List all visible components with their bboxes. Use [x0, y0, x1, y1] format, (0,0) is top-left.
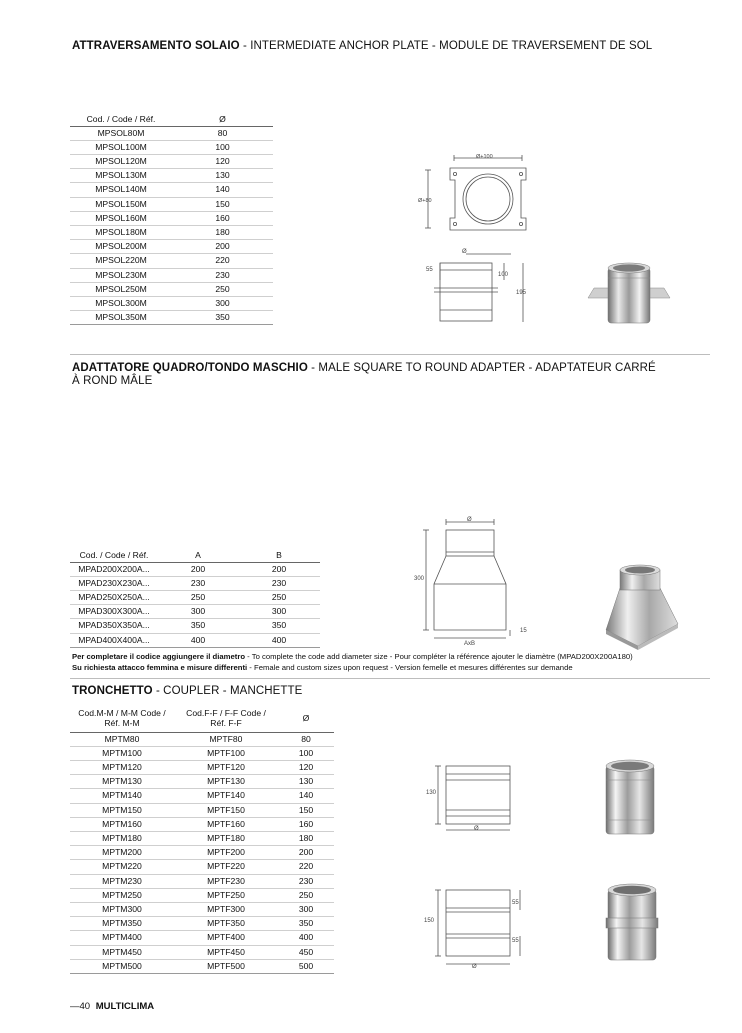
adapter-dia-label: Ø — [467, 517, 472, 523]
col-diameter-header: Ø — [278, 704, 334, 732]
coupler-mm-height-label: 130 — [426, 790, 437, 796]
table-cell: MPTF400 — [174, 931, 278, 945]
table-cell: 100 — [172, 140, 273, 154]
table-cell: 140 — [278, 789, 334, 803]
table-row — [70, 169, 273, 183]
table-cell: MPSOL220M — [70, 254, 172, 268]
page-number: —40 — [70, 1001, 91, 1012]
table-cell: MPTF180 — [174, 831, 278, 845]
anchor-plate-drawing — [418, 150, 538, 328]
table-cell: MPTF250 — [174, 888, 278, 902]
table-cell: MPSOL200M — [70, 240, 172, 254]
table-row — [70, 605, 320, 619]
table-cell: MPTM230 — [70, 874, 174, 888]
table-cell: MPTM250 — [70, 888, 174, 902]
table-cell: 200 — [238, 562, 320, 576]
footer — [70, 1001, 154, 1012]
section2-title-bold: ADATTATORE QUADRO/TONDO MASCHIO — [72, 362, 308, 374]
table-cell: MPSOL180M — [70, 225, 172, 239]
col-ff-header-line2: Réf. F-F — [210, 717, 242, 728]
table-row — [70, 817, 334, 831]
adapter-photo — [594, 560, 684, 652]
table-row — [70, 917, 334, 931]
table-row — [70, 760, 334, 774]
table-cell: 400 — [278, 931, 334, 945]
col-a-header: A — [158, 548, 238, 562]
table-cell: MPSOL80M — [70, 126, 172, 140]
table-row — [70, 282, 273, 296]
table-cell: 150 — [278, 803, 334, 817]
table-cell: MPAD350X350A... — [70, 619, 158, 633]
table-cell: MPTF230 — [174, 874, 278, 888]
table-cell: MPTM80 — [70, 732, 174, 746]
table-row — [70, 268, 273, 282]
adapter-height-label: 300 — [414, 576, 425, 582]
h100-label: 100 — [498, 272, 509, 278]
table-cell: MPSOL120M — [70, 154, 172, 168]
h195-label: 195 — [516, 290, 527, 296]
table-cell: 230 — [238, 576, 320, 590]
table-cell: MPTM400 — [70, 931, 174, 945]
table-cell: 400 — [238, 633, 320, 647]
table-cell: 130 — [278, 775, 334, 789]
table-row — [70, 959, 334, 973]
table-cell: 120 — [278, 760, 334, 774]
table-cell: MPAD230X230A... — [70, 576, 158, 590]
table-cell: MPTM130 — [70, 775, 174, 789]
table-row — [70, 775, 334, 789]
table-cell: MPAD200X200A... — [70, 562, 158, 576]
coupler-mm-drawing — [424, 752, 524, 836]
table-row — [70, 931, 334, 945]
table-cell: 160 — [278, 817, 334, 831]
table-row — [70, 576, 320, 590]
note1-bold: Per completare il codice aggiungere il diametro — [72, 652, 246, 661]
table-cell: MPAD250X250A... — [70, 590, 158, 604]
table-cell: MPSOL100M — [70, 140, 172, 154]
table-cell: MPTM160 — [70, 817, 174, 831]
table-cell: 250 — [278, 888, 334, 902]
table-cell: 140 — [172, 183, 273, 197]
adapter-drawing — [410, 512, 530, 648]
table-cell: MPTF80 — [174, 732, 278, 746]
table-row — [70, 902, 334, 916]
table-cell: MPSOL300M — [70, 296, 172, 310]
table-cell: MPTM180 — [70, 831, 174, 845]
coupler-ff-height-label: 150 — [424, 918, 435, 924]
table-cell: 450 — [278, 945, 334, 959]
table-cell: MPTM220 — [70, 860, 174, 874]
table-cell: MPSOL150M — [70, 197, 172, 211]
table-cell: MPAD300X300A... — [70, 605, 158, 619]
table-cell: MPSOL350M — [70, 311, 172, 325]
col-diameter-header: Ø — [172, 112, 273, 126]
table-cell: MPTF200 — [174, 846, 278, 860]
table-row — [70, 197, 273, 211]
table-cell: 220 — [278, 860, 334, 874]
section2-note — [72, 652, 742, 673]
col-ff-header — [174, 704, 278, 732]
table-row — [70, 789, 334, 803]
table-cell: 230 — [172, 268, 273, 282]
table-row — [70, 831, 334, 845]
plate-height-label: Ø+80 — [418, 198, 432, 204]
section1-title-rest: - INTERMEDIATE ANCHOR PLATE - MODULE DE TRAVERSEMENT DE SOL — [239, 40, 653, 52]
table-cell: MPTM150 — [70, 803, 174, 817]
table-cell: 230 — [158, 576, 238, 590]
table-row — [70, 619, 320, 633]
section3-title-rest: - COUPLER - MANCHETTE — [152, 685, 303, 697]
table-cell: 400 — [158, 633, 238, 647]
table-cell: MPTF100 — [174, 746, 278, 760]
table-cell: MPTF120 — [174, 760, 278, 774]
table-cell: MPTF220 — [174, 860, 278, 874]
table-row — [70, 183, 273, 197]
table-cell: 250 — [172, 282, 273, 296]
divider — [70, 354, 710, 355]
note1-rest: - To complete the code add diameter size - Pour compléter la référence ajouter le diamètre (MPAD200X200A180) — [245, 652, 633, 661]
section1-title — [72, 40, 652, 52]
col-mm-header-line2: Réf. M-M — [104, 717, 140, 728]
table-cell: 220 — [172, 254, 273, 268]
table-cell: 200 — [172, 240, 273, 254]
coupler-ff-top-label: 55 — [512, 900, 519, 906]
section2-title — [72, 362, 672, 388]
table-cell: MPAD400X400A... — [70, 633, 158, 647]
adapter-base-label: AxB — [464, 641, 476, 647]
brand-name: MULTICLIMA — [95, 1001, 155, 1012]
table-cell: 100 — [278, 746, 334, 760]
coupler-ff-photo — [600, 880, 664, 966]
col-code-header: Cod. / Code / Réf. — [70, 548, 158, 562]
coupler-mm-photo — [600, 756, 660, 840]
table-row — [70, 240, 273, 254]
table-cell: 350 — [238, 619, 320, 633]
table-cell: 80 — [278, 732, 334, 746]
note2-bold: Su richiesta attacco femmina e misure differenti — [72, 662, 248, 672]
table-cell: 200 — [158, 562, 238, 576]
section2-title-rest: - MALE SQUARE TO ROUND ADAPTER - ADAPTATEUR CARRÉ — [307, 362, 656, 374]
table-cell: 300 — [172, 296, 273, 310]
table-row — [70, 254, 273, 268]
section2-title-line2: À ROND MÂLE — [72, 375, 153, 387]
table-cell: 230 — [278, 874, 334, 888]
table-cell: 350 — [172, 311, 273, 325]
table-cell: MPSOL140M — [70, 183, 172, 197]
table-cell: MPTM500 — [70, 959, 174, 973]
table-cell: MPTM300 — [70, 902, 174, 916]
coupler-ff-dia-label: Ø — [472, 964, 477, 970]
table-cell: MPTM100 — [70, 746, 174, 760]
table-cell: MPTF150 — [174, 803, 278, 817]
table-cell: 350 — [158, 619, 238, 633]
table-row — [70, 126, 273, 140]
coupler-ff-drawing — [424, 884, 534, 972]
section2-table — [70, 548, 320, 648]
table-row — [70, 311, 273, 325]
section3-title — [72, 685, 302, 697]
table-cell: MPTF450 — [174, 945, 278, 959]
table-cell: 150 — [172, 197, 273, 211]
table-row — [70, 803, 334, 817]
section3-table — [70, 704, 334, 974]
table-cell: MPTM350 — [70, 917, 174, 931]
table-row — [70, 732, 334, 746]
plate-width-label: Ø+100 — [476, 154, 493, 160]
table-row — [70, 225, 273, 239]
adapter-lip-label: 15 — [520, 628, 527, 634]
col-mm-header — [70, 704, 174, 732]
table-row — [70, 888, 334, 902]
table-cell: 500 — [278, 959, 334, 973]
table-row — [70, 633, 320, 647]
table-row — [70, 846, 334, 860]
col-b-header: B — [238, 548, 320, 562]
section1-table — [70, 112, 273, 325]
coupler-mm-dia-label: Ø — [474, 826, 479, 832]
table-cell: MPTF500 — [174, 959, 278, 973]
table-row — [70, 945, 334, 959]
table-row — [70, 140, 273, 154]
table-cell: 250 — [238, 590, 320, 604]
table-row — [70, 296, 273, 310]
table-cell: MPTF130 — [174, 775, 278, 789]
table-cell: 300 — [158, 605, 238, 619]
section1-title-bold: ATTRAVERSAMENTO SOLAIO — [72, 40, 240, 52]
table-cell: 300 — [238, 605, 320, 619]
table-row — [70, 860, 334, 874]
table-cell: 200 — [278, 846, 334, 860]
table-cell: MPSOL160M — [70, 211, 172, 225]
table-cell: MPTF160 — [174, 817, 278, 831]
section3-title-bold: TRONCHETTO — [72, 685, 153, 697]
table-cell: 160 — [172, 211, 273, 225]
note2-rest: - Female and custom sizes upon request - Version femelle et mesures différentes sur demande — [247, 662, 573, 672]
anchor-plate-photo — [584, 258, 674, 338]
table-row — [70, 746, 334, 760]
col-mm-header-line1: Cod.M-M / M-M Code / — [78, 707, 166, 718]
divider — [70, 678, 710, 679]
table-cell: 130 — [172, 169, 273, 183]
table-cell: MPSOL250M — [70, 282, 172, 296]
table-row — [70, 874, 334, 888]
table-cell: 300 — [278, 902, 334, 916]
table-cell: MPTF350 — [174, 917, 278, 931]
h55-label: 55 — [426, 267, 433, 273]
table-cell: 180 — [172, 225, 273, 239]
table-row — [70, 154, 273, 168]
coupler-ff-bottom-label: 55 — [512, 938, 519, 944]
table-cell: MPTM200 — [70, 846, 174, 860]
table-row — [70, 562, 320, 576]
top-dia-label: Ø — [462, 249, 467, 255]
table-row — [70, 590, 320, 604]
table-cell: MPTM120 — [70, 760, 174, 774]
table-cell: 120 — [172, 154, 273, 168]
table-cell: 80 — [172, 126, 273, 140]
table-cell: 180 — [278, 831, 334, 845]
table-row — [70, 211, 273, 225]
col-code-header: Cod. / Code / Réf. — [70, 112, 172, 126]
table-cell: MPSOL230M — [70, 268, 172, 282]
table-cell: MPTF140 — [174, 789, 278, 803]
table-cell: MPSOL130M — [70, 169, 172, 183]
table-cell: 250 — [158, 590, 238, 604]
table-cell: MPTF300 — [174, 902, 278, 916]
table-cell: MPTM140 — [70, 789, 174, 803]
table-cell: 350 — [278, 917, 334, 931]
col-ff-header-line1: Cod.F-F / F-F Code / — [186, 707, 266, 718]
table-cell: MPTM450 — [70, 945, 174, 959]
